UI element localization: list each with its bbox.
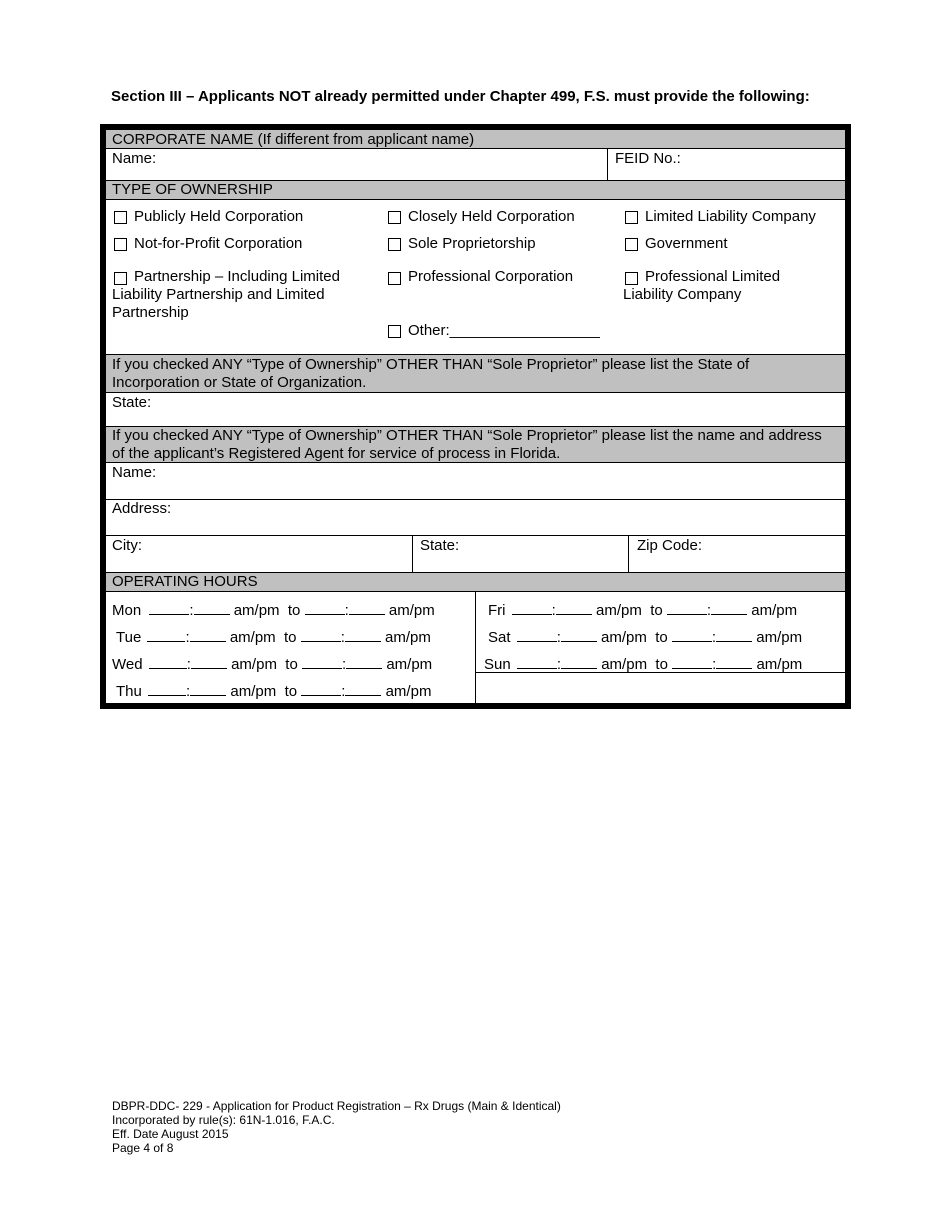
publicly-held-label: Publicly Held Corporation xyxy=(134,208,304,225)
professional-llc-label: Professional Limited Liability Company xyxy=(623,268,781,303)
hours-row-sat: Sat : am/pm to : am/pm xyxy=(488,629,803,646)
start-minute-field[interactable] xyxy=(556,601,592,615)
agent-address-label: Address: xyxy=(112,500,172,517)
agent-state-label: State: xyxy=(420,537,460,554)
start-hour-field[interactable] xyxy=(517,655,557,669)
end-minute-field[interactable] xyxy=(716,655,752,669)
day-label: Thu xyxy=(116,683,142,700)
day-label: Mon xyxy=(112,602,142,619)
state-of-incorporation-label: State: xyxy=(112,394,152,411)
hours-row-wed: Wed : am/pm to : am/pm xyxy=(112,656,433,673)
start-minute-field[interactable] xyxy=(190,628,226,642)
publicly-held-checkbox[interactable] xyxy=(114,211,127,224)
sole-proprietorship-label: Sole Proprietorship xyxy=(408,235,536,252)
start-minute-field[interactable] xyxy=(194,601,230,615)
end-minute-field[interactable] xyxy=(345,628,381,642)
start-minute-field[interactable] xyxy=(561,655,597,669)
end-minute-field[interactable] xyxy=(716,628,752,642)
state-section-header: If you checked ANY “Type of Ownership” OTHER THAN “Sole Proprietor” please list the State of Incorporation or State of Organization. xyxy=(112,356,750,391)
start-hour-field[interactable] xyxy=(147,628,185,642)
other-label[interactable]: Other:__________________ xyxy=(408,322,600,339)
end-minute-field[interactable] xyxy=(346,655,382,669)
professional-corporation-checkbox[interactable] xyxy=(388,272,401,285)
footer-rule: Incorporated by rule(s): 61N-1.016, F.A.C. xyxy=(112,1113,335,1127)
hours-row-tue: Tue : am/pm to : am/pm xyxy=(116,629,431,646)
end-hour-field[interactable] xyxy=(301,628,341,642)
corporate-header: CORPORATE NAME (If different from applicant name) xyxy=(112,131,475,148)
agent-name-label: Name: xyxy=(112,464,157,481)
closely-held-label: Closely Held Corporation xyxy=(408,208,575,225)
start-hour-field[interactable] xyxy=(512,601,552,615)
end-hour-field[interactable] xyxy=(305,601,345,615)
day-label: Tue xyxy=(116,629,142,646)
end-hour-field[interactable] xyxy=(302,655,342,669)
government-checkbox[interactable] xyxy=(625,238,638,251)
start-hour-field[interactable] xyxy=(517,628,557,642)
end-hour-field[interactable] xyxy=(301,682,341,696)
agent-city-label: City: xyxy=(112,537,142,554)
start-minute-field[interactable] xyxy=(561,628,597,642)
hours-row-fri: Fri : am/pm to : am/pm xyxy=(488,602,798,619)
partnership-label: Partnership – Including Limited Liability Partnership and Limited Partnership xyxy=(112,268,340,321)
end-hour-field[interactable] xyxy=(667,601,707,615)
start-hour-field[interactable] xyxy=(149,601,189,615)
start-minute-field[interactable] xyxy=(191,655,227,669)
llc-label: Limited Liability Company xyxy=(645,208,816,225)
hours-header: OPERATING HOURS xyxy=(112,573,258,590)
day-label: Wed xyxy=(112,656,143,673)
footer-form-id: DBPR-DDC- 229 - Application for Product Registration – Rx Drugs (Main & Identical) xyxy=(112,1099,561,1113)
ownership-header: TYPE OF OWNERSHIP xyxy=(112,181,273,198)
day-label: Sat xyxy=(488,629,511,646)
hours-row-sun: Sun : am/pm to : am/pm xyxy=(484,656,803,673)
day-label: Sun xyxy=(484,656,511,673)
start-hour-field[interactable] xyxy=(148,682,186,696)
day-label: Fri xyxy=(488,602,506,619)
government-label: Government xyxy=(645,235,728,252)
corporate-name-label: Name: xyxy=(112,150,157,167)
end-minute-field[interactable] xyxy=(349,601,385,615)
end-minute-field[interactable] xyxy=(711,601,747,615)
closely-held-checkbox[interactable] xyxy=(388,211,401,224)
end-minute-field[interactable] xyxy=(345,682,381,696)
not-for-profit-checkbox[interactable] xyxy=(114,238,127,251)
hours-row-mon: Mon : am/pm to : am/pm xyxy=(112,602,435,619)
section-title: Section III – Applicants NOT already permitted under Chapter 499, F.S. must provide the following: xyxy=(111,88,810,105)
agent-zip-label: Zip Code: xyxy=(637,537,703,554)
llc-checkbox[interactable] xyxy=(625,211,638,224)
start-minute-field[interactable] xyxy=(190,682,226,696)
end-hour-field[interactable] xyxy=(672,628,712,642)
hours-row-thu: Thu : am/pm to : am/pm xyxy=(116,683,432,700)
end-hour-field[interactable] xyxy=(672,655,712,669)
feid-label: FEID No.: xyxy=(615,150,681,167)
footer-page-number: Page 4 of 8 xyxy=(112,1141,174,1155)
professional-corporation-label: Professional Corporation xyxy=(408,268,574,285)
footer-eff-date: Eff. Date August 2015 xyxy=(112,1127,229,1141)
not-for-profit-label: Not-for-Profit Corporation xyxy=(134,235,303,252)
sole-proprietorship-checkbox[interactable] xyxy=(388,238,401,251)
other-checkbox[interactable] xyxy=(388,325,401,338)
start-hour-field[interactable] xyxy=(149,655,187,669)
agent-section-header: If you checked ANY “Type of Ownership” OTHER THAN “Sole Proprietor” please list the name and address of the applicant’s Registered Agent for service of process in Florida. xyxy=(112,427,822,462)
